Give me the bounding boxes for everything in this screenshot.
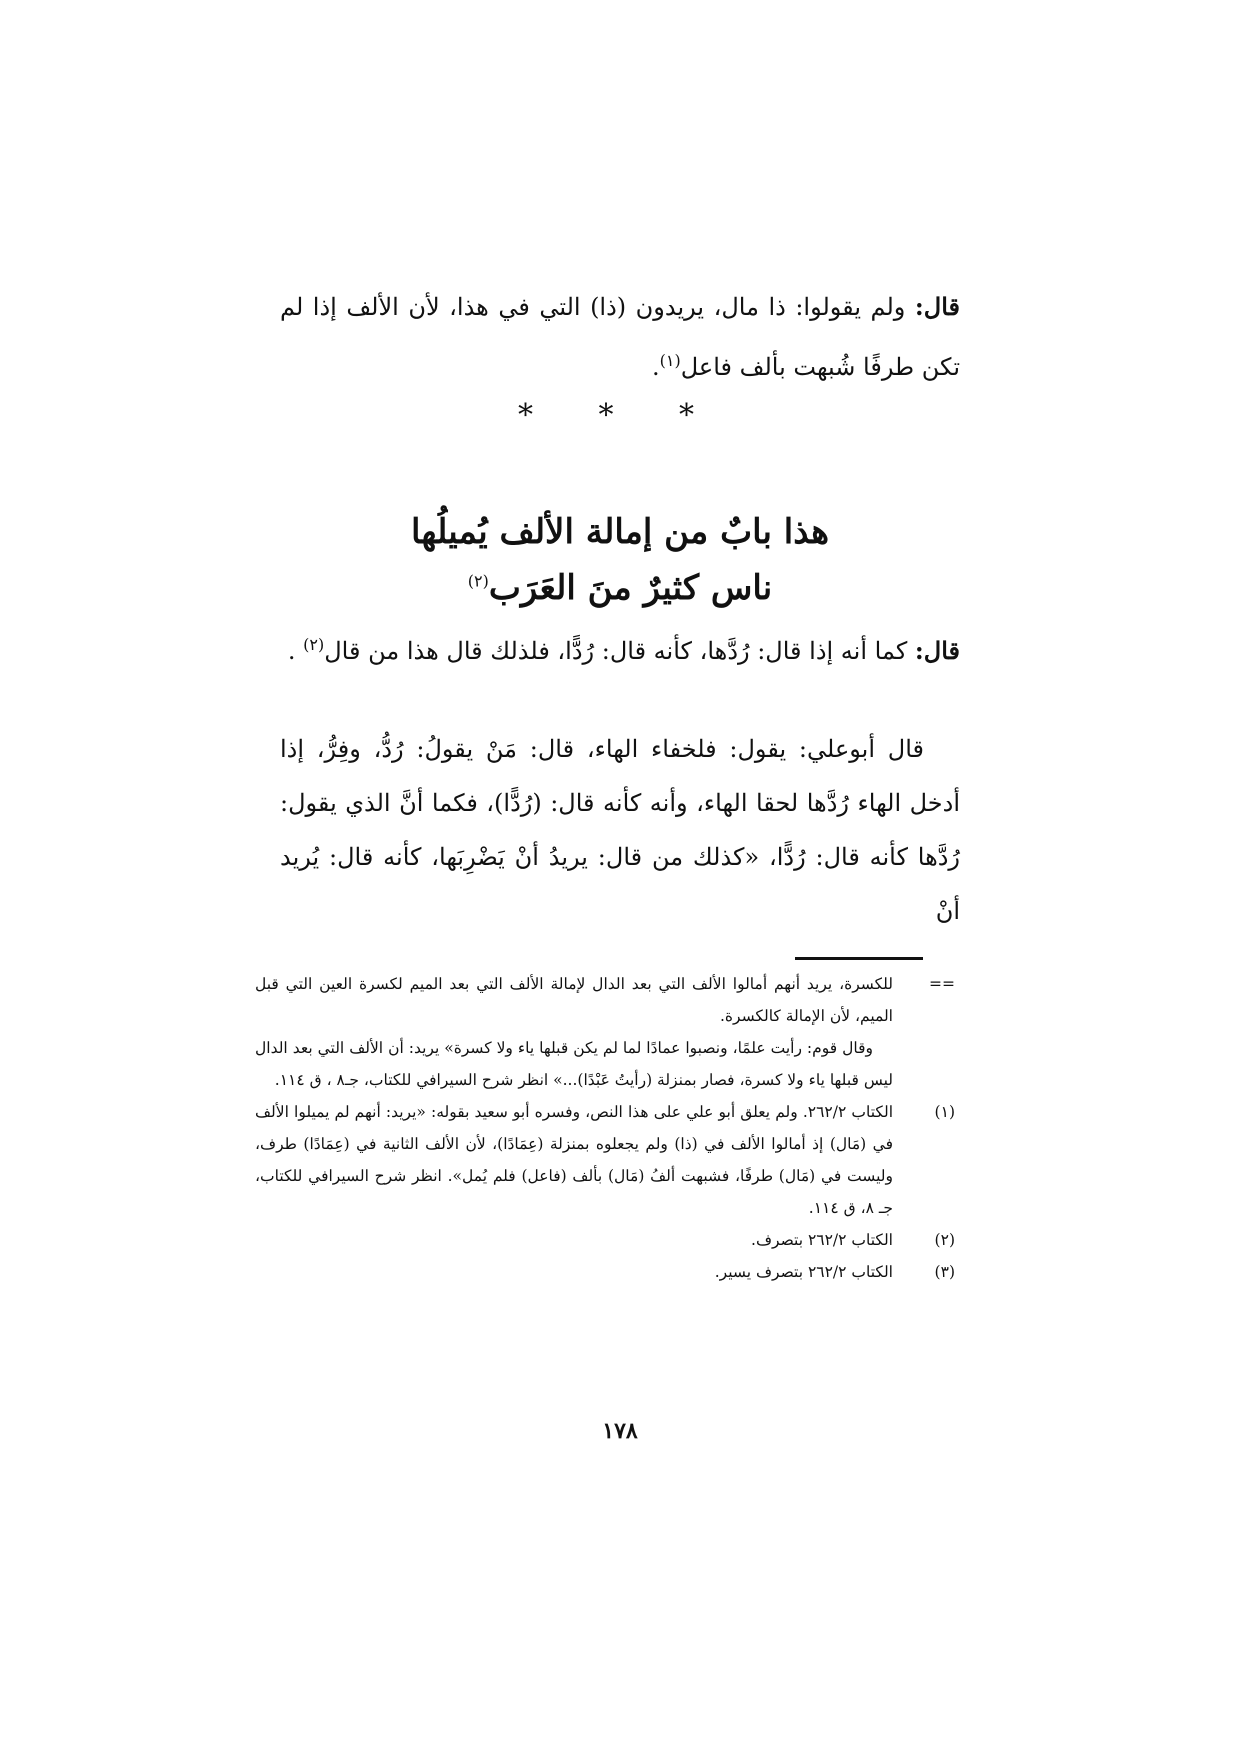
footnote-text: الكتاب ٢٦٢/٢ بتصرف.	[751, 1231, 893, 1249]
paragraph-text: ولم يقولوا: ذا مال، يريدون (ذا) التي في هذا، لأن الألف إذا لم تكن طرفًا شُبهت بألف فاعل	[280, 293, 960, 381]
paragraph	[280, 280, 960, 394]
chapter-heading-line1: هذا بابٌ من إمالة الألف يُميلُها	[411, 512, 829, 552]
page-number: ١٧٨	[602, 1418, 638, 1444]
paragraph-end: .	[287, 637, 304, 665]
paragraph-text: كما أنه إذا قال: رُدَّها، كأنه قال: رُدًّا، فلذلك قال هذا من قال	[324, 637, 915, 665]
paragraph-lead: قال:	[914, 292, 960, 321]
paragraph-2	[280, 722, 960, 938]
top-paragraph	[280, 280, 960, 394]
footnote-marker: (٢)	[934, 1231, 955, 1249]
footnote-text: الكتاب ٢٦٢/٢. ولم يعلق أبو علي على هذا النص، وفسره أبو سعيد بقوله: «يريد: أنهم لم يميلوا الألف في (مَال) إذ أمالوا الألف في (ذا) ولم يجعلوه بمنزلة (عِمَادًا)، لأن الألف الثانية في (عِمَادًا) طرف، وليست في (مَال) طرفًا، فشبهت ألفُ (مَال) بألف (فاعل) فلم يُمل». انظر شرح السيرافي للكتاب، جـ ٨، ق ١١٤.	[255, 1103, 894, 1217]
footnote-rule	[795, 957, 923, 960]
footnote	[255, 1096, 955, 1224]
footnote-text: وقال قوم: رأيت علمًا، ونصبوا عمادًا لما لم يكن قبلها ياء ولا كسرة» يريد: أن الألف التي بعد الدال ليس قبلها ياء ولا كسرة، فصار بمنزلة (رأيتُ عَبْدًا)...» انظر شرح السيرافي للكتاب، جـ٨ ، ق ١١٤.	[255, 1039, 893, 1089]
footnote	[255, 1256, 955, 1288]
paragraph-end: .	[652, 353, 660, 381]
footnote-marker: ==	[929, 975, 955, 993]
footnote-text: الكتاب ٢٦٢/٢ بتصرف يسير.	[714, 1263, 893, 1281]
footnote-text: للكسرة، يريد أنهم أمالوا الألف التي بعد الدال لإمالة الألف التي بعد الميم لكسرة العين التي قبل الميم، لأن الإمالة كالكسرة.	[255, 975, 893, 1025]
paragraph-lead: قال:	[914, 636, 960, 665]
footnote-ref: (٢)	[467, 571, 489, 591]
footnotes	[255, 968, 955, 1288]
chapter-heading-line2	[0, 568, 1240, 608]
paragraph-text: قال أبوعلي: يقول: فلخفاء الهاء، قال: مَنْ يقولُ: رُدُّ، وفِرُّ، إذا أدخل الهاء رُدَّها لحقا الهاء، وأنه كأنه قال: (رُدًّا)، فكما أنَّ الذي يقول: رُدَّها كأنه قال: رُدًّا، «كذلك من قال: يريدُ أنْ يَضْرِبَها، كأنه قال: يُريد أنْ	[280, 735, 960, 925]
footnote-marker: (٣)	[934, 1263, 955, 1281]
footnote-continued	[255, 968, 955, 1032]
footnote	[255, 1224, 955, 1256]
section-separator: * * *	[517, 398, 723, 433]
footnote-ref: (١)	[659, 351, 681, 370]
footnote-ref: (٢)	[303, 635, 325, 654]
footnote-marker: (١)	[934, 1103, 955, 1121]
paragraph-1	[280, 618, 960, 678]
heading-text: ناس كثيرٌ منَ العَرَب	[488, 568, 773, 608]
paragraph	[280, 618, 960, 678]
